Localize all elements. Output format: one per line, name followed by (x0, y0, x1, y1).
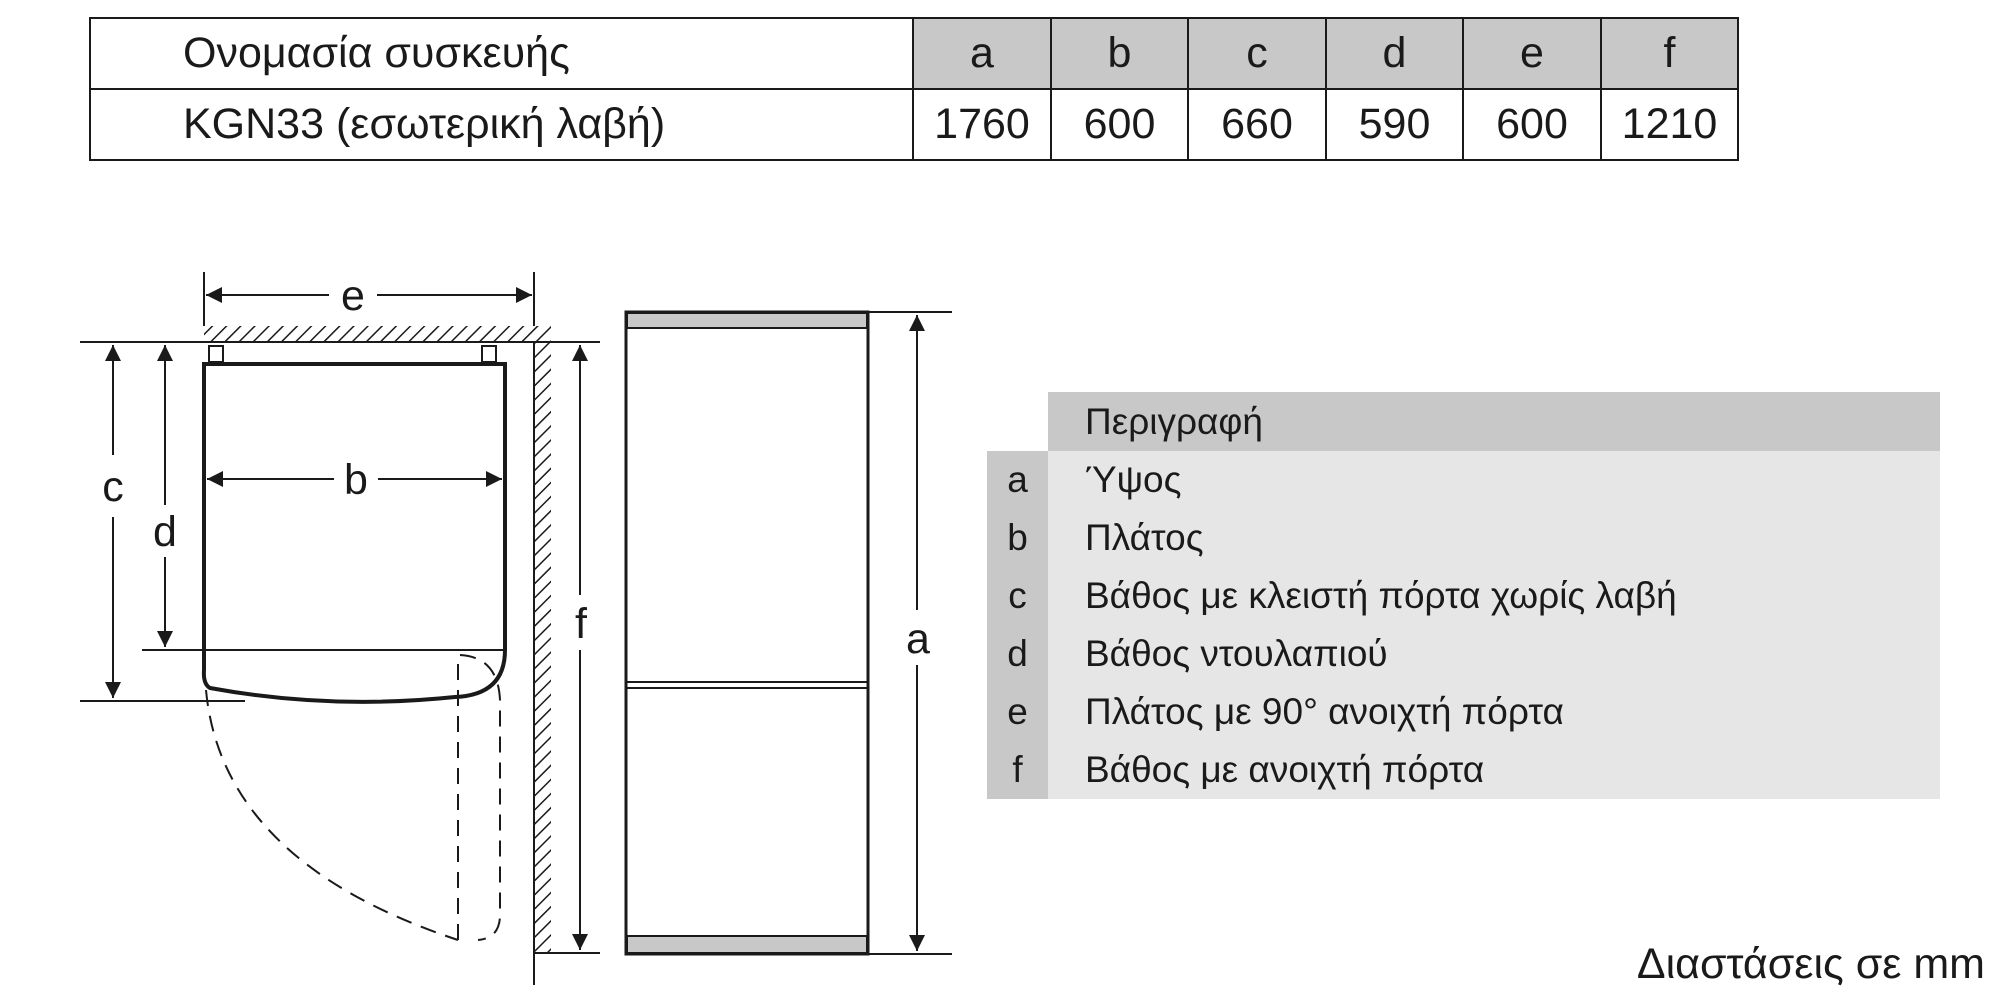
column-header-b: b (1051, 18, 1188, 89)
value-c: 660 (1188, 89, 1326, 160)
legend-key: f (987, 741, 1048, 799)
units-note: Διαστάσεις σε mm (1636, 940, 1985, 988)
label-b: b (344, 456, 368, 504)
column-header-a: a (913, 18, 1051, 89)
door-swing-arc (206, 690, 458, 940)
value-b: 600 (1051, 89, 1188, 160)
legend-description: Πλάτος με 90° ανοιχτή πόρτα (1048, 683, 1940, 741)
label-e: e (341, 272, 365, 320)
appliance-name-header: Ονομασία συσκευής (90, 18, 913, 89)
legend-key: c (987, 567, 1048, 625)
legend-key: b (987, 509, 1048, 567)
top-view (80, 272, 600, 985)
wall-right-hatch (534, 326, 551, 953)
label-c: c (102, 463, 124, 511)
legend-description: Ύψος (1048, 451, 1940, 509)
column-header-f: f (1601, 18, 1738, 89)
legend-row-b (987, 509, 1940, 567)
legend-row-a (987, 451, 1940, 509)
label-d: d (153, 508, 177, 556)
legend-description: Βάθος ντουλαπιού (1048, 625, 1940, 683)
legend-row-e (987, 683, 1940, 741)
spacer-right (482, 346, 496, 362)
value-e: 600 (1463, 89, 1601, 160)
top-cover-band (627, 313, 867, 328)
legend-key: e (987, 683, 1048, 741)
legend-description: Βάθος με κλειστή πόρτα χωρίς λαβή (1048, 567, 1940, 625)
legend-description: Πλάτος (1048, 509, 1940, 567)
fridge-front-outline (626, 312, 868, 954)
legend-table (987, 392, 1940, 799)
legend-key: d (987, 625, 1048, 683)
spacer-left (209, 346, 223, 362)
plinth-band (627, 936, 867, 953)
value-f: 1210 (1601, 89, 1738, 160)
wall-top-hatch (204, 326, 534, 342)
column-header-d: d (1326, 18, 1463, 89)
legend-row-c (987, 567, 1940, 625)
legend-description: Βάθος με ανοιχτή πόρτα (1048, 741, 1940, 799)
label-a: a (906, 615, 930, 663)
column-header-e: e (1463, 18, 1601, 89)
model-name: KGN33 (εσωτερική λαβή) (90, 89, 913, 160)
legend-header: Περιγραφή (1048, 392, 1940, 451)
legend-row-f (987, 741, 1940, 799)
front-view (626, 312, 952, 954)
column-header-c: c (1188, 18, 1326, 89)
fridge-body-outline (204, 364, 505, 702)
value-a: 1760 (913, 89, 1051, 160)
label-f: f (575, 600, 587, 648)
value-d: 590 (1326, 89, 1463, 160)
legend-row-d (987, 625, 1940, 683)
legend-key: a (987, 451, 1048, 509)
